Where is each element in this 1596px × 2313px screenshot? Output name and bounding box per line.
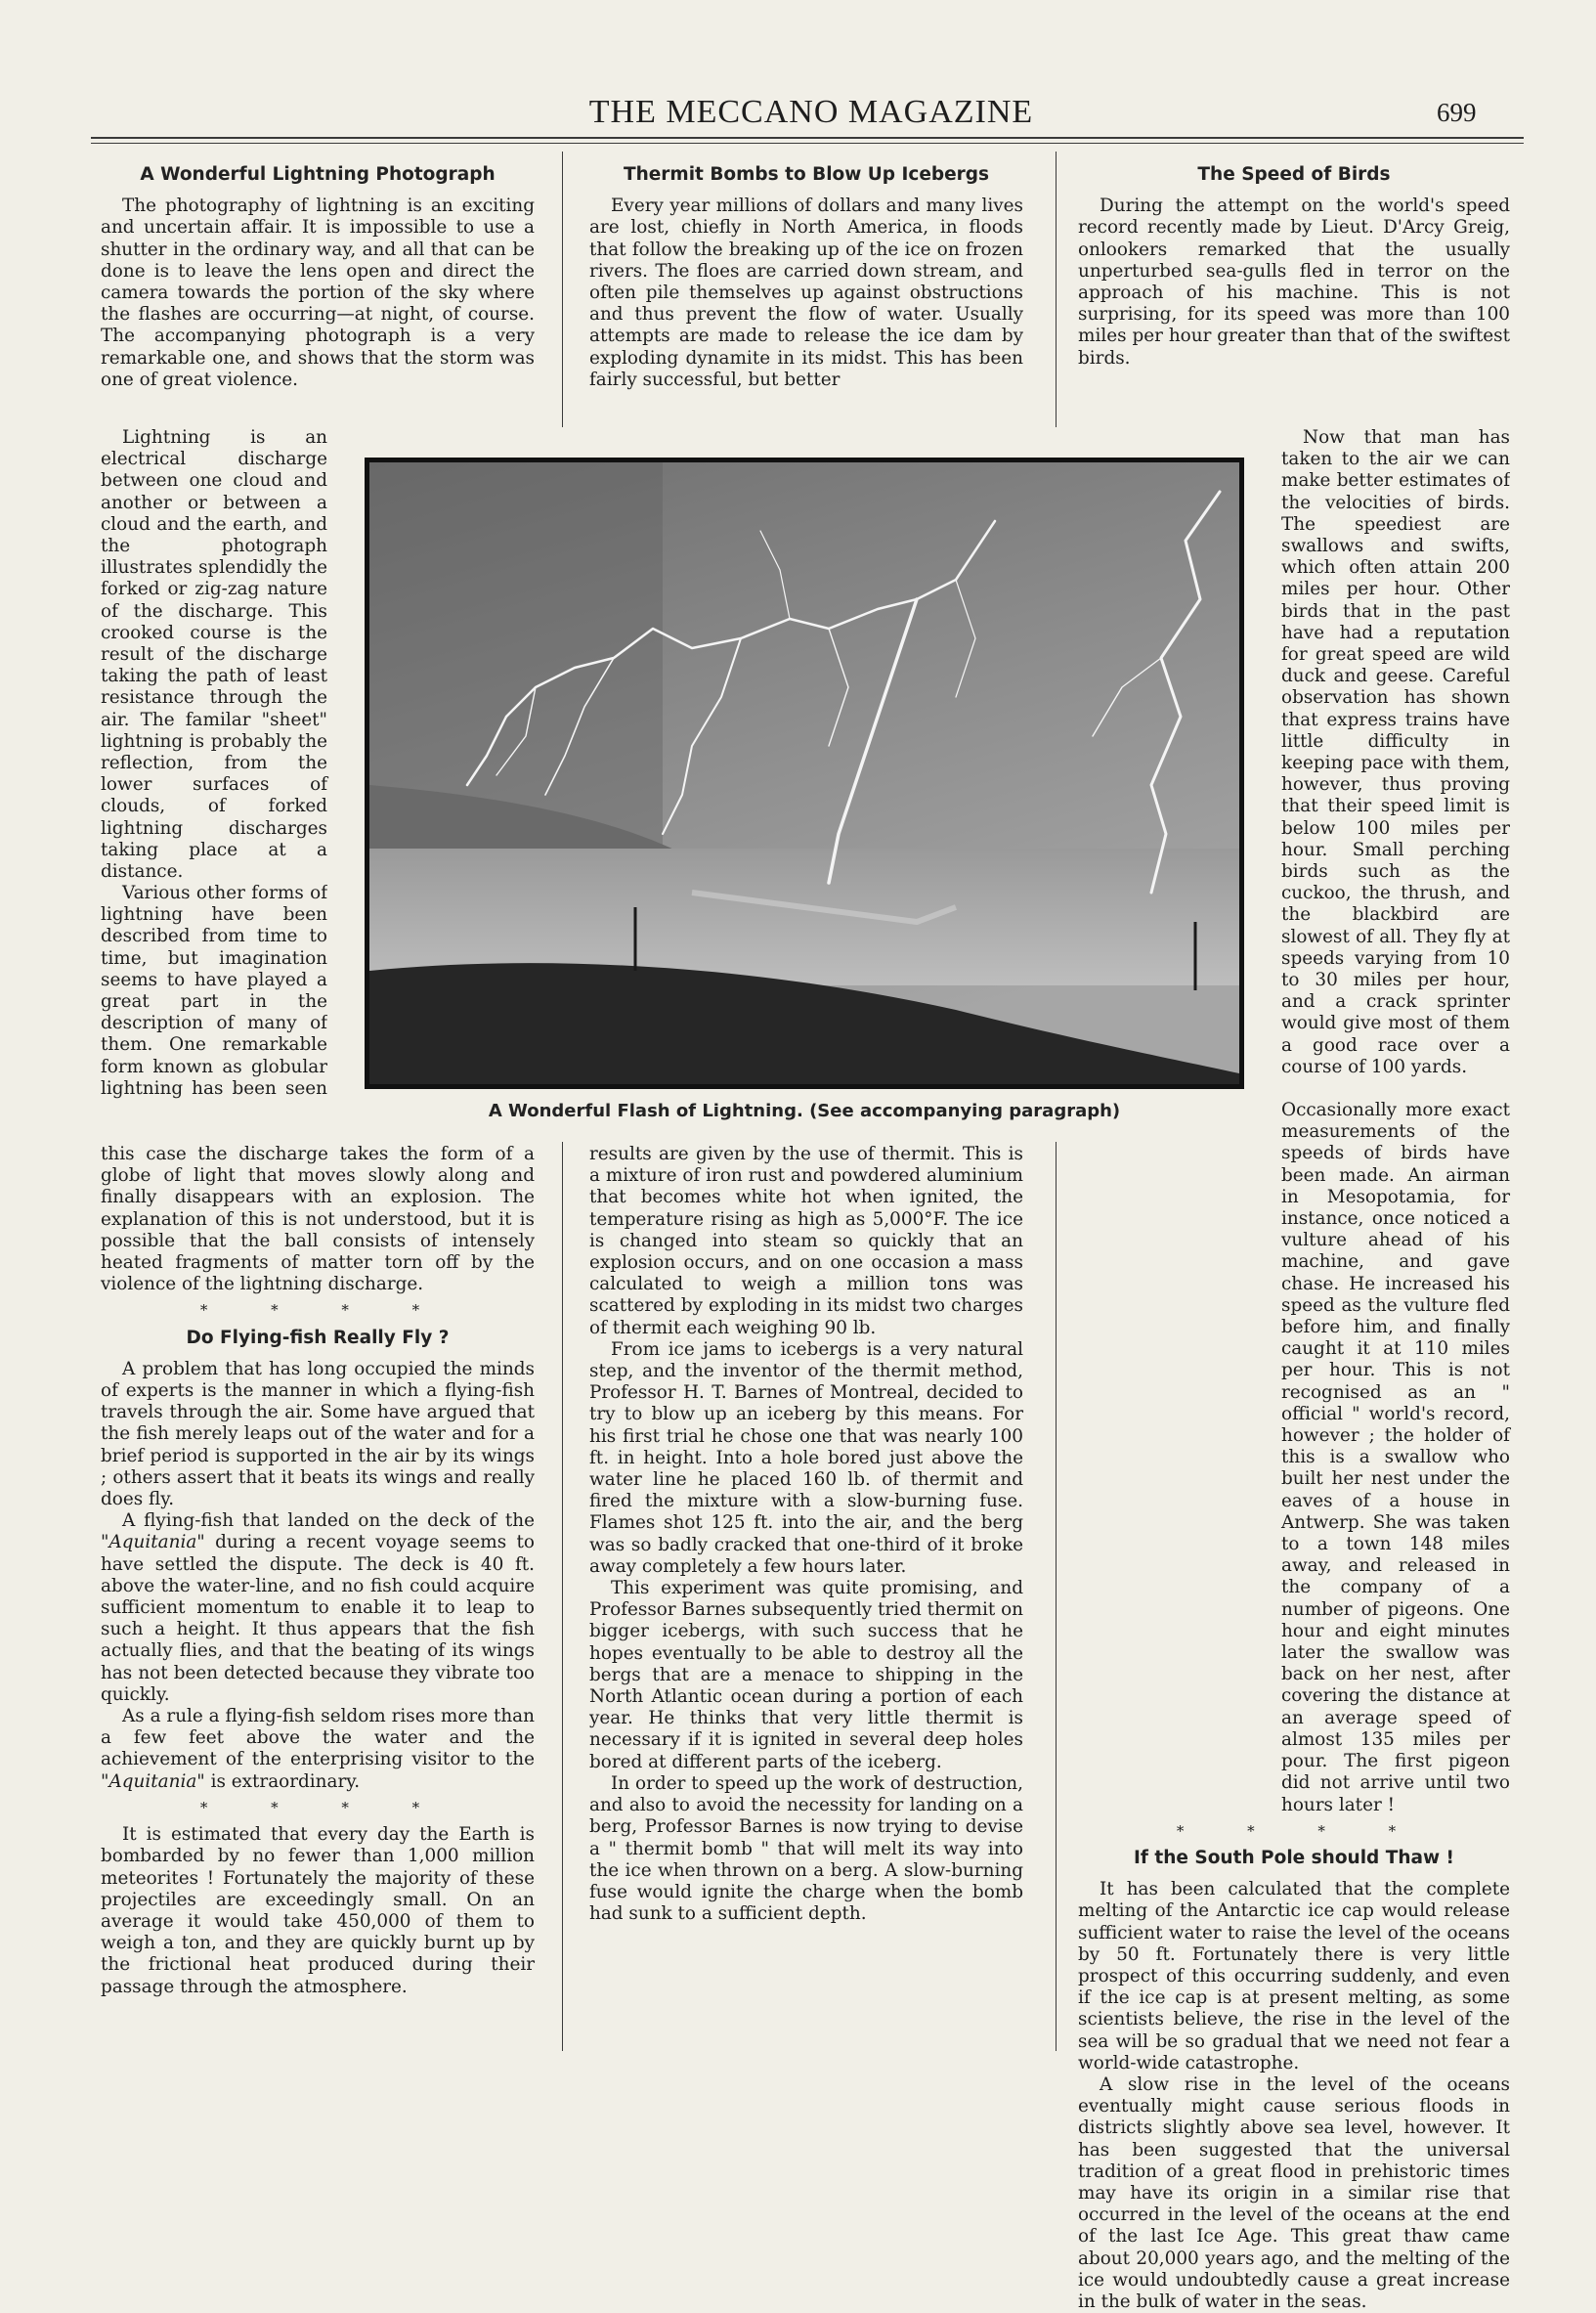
paragraph: Lightning is an electrical discharge between one cloud and another or between a cloud and the earth, and the photograph illustrates splendidly the forked or zig-zag nature of the discharge. This crooked course is the result of the discharge taking the path of least resistance through the air. The familar "sheet" lightning is probably the reflection, from the lower surfaces of clouds, of forked lightning discharges taking place at a distance. (101, 427, 327, 883)
paragraph: The photography of lightning is an exciting and uncertain affair. It is impossible to use a shutter in the ordinary way, and all that can be done is to leave the lens open and direct the camera towards the portion of the sky where the flashes are occurring—at night, of course. The accompanying photograph is a very remarkable one, and shows that the storm was one of great violence. (101, 196, 535, 390)
article-speed-of-birds (1078, 164, 1510, 370)
paragraph: A flying-fish that landed on the deck of the "Aquitania" during a recent voyage seems to have settled the dispute. The deck is 40 ft. above the water-line, and no fish could acquire sufficient momentum to enable it to leap to such a height. It thus appears that the fish actually flies, and that the beating of its wings has not been detected because they vibrate too quickly. (101, 1510, 535, 1705)
paragraph: In order to speed up the work of destruction, and also to avoid the necessity for landing on a berg, Professor Barnes is now trying to devise a " thermit bomb " that will melt its way into the ice when thrown on a berg. A slow-burning fuse would ignite the charge when the bomb had sunk to a sufficient depth. (589, 1772, 1023, 1925)
article-speed-of-birds-narrow (1281, 427, 1510, 1088)
heading-flying-fish: Do Flying-fish Really Fly ? (186, 1327, 450, 1348)
ship-name: "Aquitania" (101, 1770, 205, 1792)
heading-lightning-photograph: A Wonderful Lightning Photograph (140, 164, 496, 185)
paragraph: It has been calculated that the complete melting of the Antarctic ice cap would release sufficient water to raise the level of the oceans by 50 ft. Fortunately there is very little prospect of this occurring suddenly, and even if the ice cap is at present melting, as some scientists believe, the rise in the level of the sea will be so gradual that we need not fear a world-wide catastrophe. (1078, 1879, 1510, 2073)
heading-south-pole: If the South Pole should Thaw ! (1134, 1847, 1454, 1868)
column-divider (1056, 152, 1057, 427)
paragraph-continued: this case the discharge takes the form of a globe of light that moves slowly along and finally disappears with an explosion. The explanation of this is not understood, but it is possible that the ball consists of intensely heated fragments of matter torn off by the violence of the lightning discharge. (101, 1144, 535, 1295)
paragraph: A slow rise in the level of the oceans eventually might cause serious floods in districts slightly above sea level, however. It has been suggested that the universal tradition of a great flood in prehistoric times may have its origin in a similar rise that occurred in the level of the oceans at the end of the last Ice Age. This great thaw came about 20,000 years ago, and the melting of the ice would undoubtedly cause a great increase in the bulk of water in the seas. (1078, 2073, 1510, 2312)
column-divider (1056, 1142, 1057, 2051)
magazine-title: THE MECCANO MAGAZINE (588, 94, 1034, 130)
page-number: 699 (1437, 98, 1477, 127)
lightning-photo-icon (369, 462, 1239, 1084)
header-rule (91, 137, 1524, 139)
heading-thermit-bombs: Thermit Bombs to Blow Up Icebergs (623, 164, 990, 185)
header-rule-thin (91, 143, 1524, 144)
article-lightning-continued (101, 427, 327, 883)
paragraph: During the attempt on the world's speed record recently made by Lieut. D'Arcy Greig, onlookers remarked that the usually unperturbed sea-gulls fled in terror on the approach of his machine. This is not surprising, for its speed was more than 100 miles per hour greater than that of the swiftest birds. (1078, 196, 1510, 369)
article-speed-of-birds-continued (1078, 1100, 1510, 2313)
article-thermit (589, 164, 1023, 391)
article-lightning (101, 164, 535, 391)
column-divider (562, 152, 563, 427)
paragraph: Occasionally more exact measurements of the speeds of birds have been made. An airman in Mesopotamia, for instance, once noticed a vulture ahead of his machine, and gave chase. He increased his speed as the vulture fled before him, and finally caught it at 110 miles per hour. This is not recognised as an " official " world's record, however ; the holder of this is a swallow who built her nest under the eaves of a house in Antwerp. She was taken to a town 148 miles away, and released in the company of a number of pigeons. One hour and eight minutes later the swallow was back on her nest, after covering the distance at an average speed of almost 135 miles per pour. The first pigeon did not arrive until two hours later ! (1281, 1100, 1510, 1815)
paragraph: Every year millions of dollars and many lives are lost, chiefly in North America, in floods that follow the breaking up of the ice on frozen rivers. The floes are carried down stream, and often pile themselves up against obstructions and thus prevent the flow of water. Usually attempts are made to release the ice dam by exploding dynamite in its midst. This has been fairly successful, but better (589, 196, 1023, 390)
column-divider (562, 1142, 563, 2051)
paragraph: This experiment was quite promising, and Professor Barnes subsequently tried thermit on bigger icebergs, with such success that he hopes eventually to be able to destroy all the bergs that are a menace to shipping in the North Atlantic ocean during a portion of each year. He thinks that very little thermit is necessary if it is ignited in several deep holes bored at different parts of the iceberg. (589, 1578, 1023, 1772)
article-thermit-continued (589, 1144, 1023, 1925)
article-lightning-bottom (101, 1144, 535, 1998)
heading-speed-of-birds: The Speed of Birds (1197, 164, 1391, 185)
paragraph: Now that man has taken to the air we can make better estimates of the velocities of birds. The speediest are swallows and swifts, which often attain 200 miles per hour. Other birds that in the past have had a reputation for great speed are wild duck and geese. Careful observation has shown that express trains have little difficulty in keeping pace with them, however, thus proving that their speed limit is below 100 miles per hour. Small perching birds such as the cuckoo, the thrush, and the blackbird are slowest of all. They fly at speeds varying from 10 to 30 miles per hour, and a crack sprinter would give most of them a good race over a course of 100 yards. (1281, 427, 1510, 1077)
paragraph: From ice jams to icebergs is a very natural step, and the inventor of the thermit method, Professor H. T. Barnes of Montreal, decided to try to blow up an iceberg by this means. For his first trial he chose one that was nearly 100 ft. in height. Into a hole bored just above the water line he placed 160 lb. of thermit and fired the mixture with a slow-burning fuse. Flames shot 125 ft. into the air, and the berg was so badly cracked that one-third of it broke away completely a few hours later. (589, 1338, 1023, 1577)
paragraph: results are given by the use of thermit. This is a mixture of iron rust and powdered aluminium that becomes white hot when ignited, the temperature rising as high as 5,000°F. The ice is changed into steam so quickly that an explosion occurs, and on one occasion a mass calculated to weigh a million tons was scattered by exploding in its midst two charges of thermit each weighing 90 lb. (589, 1144, 1023, 1338)
paragraph: It is estimated that every day the Earth is bombarded by no fewer than 1,000 million meteorites ! Fortunately the majority of these projectiles are exceedingly small. On an average it would take 450,000 of them to weigh a ton, and they are quickly burnt up by the frictional heat produced during their passage through the atmosphere. (101, 1824, 535, 1997)
section-separator: * * * * (1176, 1821, 1426, 1840)
article-lightning-continued (101, 883, 327, 1100)
paragraph: As a rule a flying-fish seldom rises more than a few feet above the water and the achievement of the enterprising visitor to the "Aquitania" is extraordinary. (101, 1706, 535, 1792)
section-separator: * * * * (199, 1798, 450, 1816)
photo-caption: A Wonderful Flash of Lightning. (See accompanying paragraph) (488, 1101, 1121, 1121)
lightning-photograph (365, 458, 1244, 1089)
paragraph: Various other forms of lightning have been described from time to time, but imagination seems to have played a great part in the description of many of them. One remarkable form known as globular lightning has been seen (101, 883, 327, 1099)
ship-name: "Aquitania" (101, 1532, 205, 1553)
paragraph: A problem that has long occupied the minds of experts is the manner in which a flying-fish travels through the air. Some have argued that the fish merely leaps out of the water and for a brief period is supported in the air by its wings ; others assert that it beats its wings and really does fly. (101, 1358, 535, 1510)
section-separator: * * * * (199, 1301, 450, 1320)
